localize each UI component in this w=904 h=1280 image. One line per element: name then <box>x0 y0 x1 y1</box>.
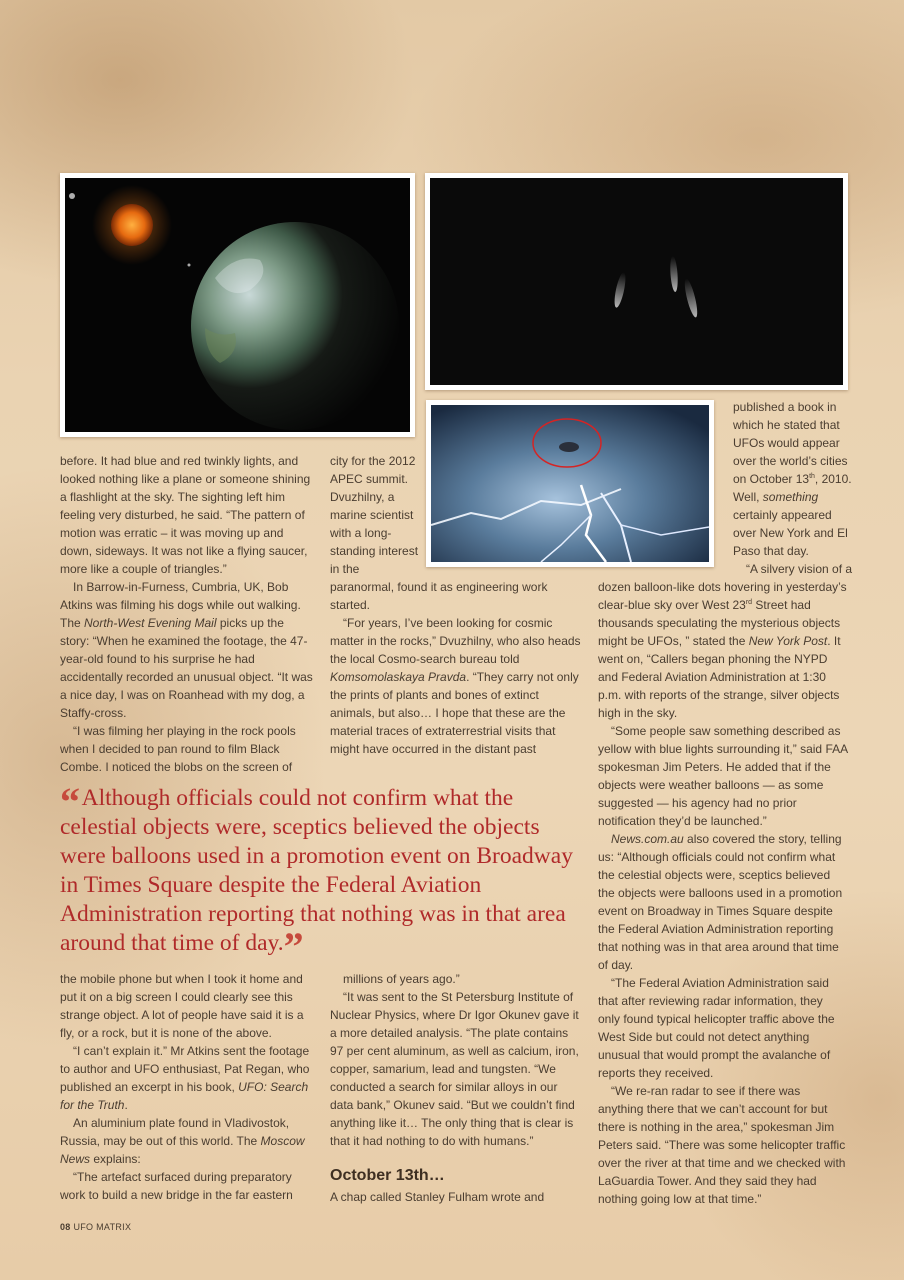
paragraph: “The Federal Aviation Administration said that after reviewing radar information, they only found typical helicopter traffic above the West Side but could not detect anything unusual that would prompt the avalanche of reports they received. <box>598 976 835 1080</box>
magazine-name: UFO MATRIX <box>73 1222 132 1232</box>
lightning-illustration <box>431 405 709 562</box>
pull-quote <box>60 779 590 969</box>
paragraph: “We re-ran radar to see if there was anything there that we can’t account for but there is nothing in the area,” spokesman Jim Peters said. “There was some helicopter traffic over the river at that time and we checked with LaGuardia Tower. And they said they had nothing going low at that time.” <box>598 1084 846 1206</box>
column-1-top <box>60 452 315 776</box>
paragraph: A chap called Stanley Fulham wrote and <box>330 1190 545 1204</box>
column-1-bottom <box>60 970 315 1204</box>
paragraph: millions of years ago.” <box>343 972 460 986</box>
paragraph: “Some people saw something described as yellow with blue lights surrounding it,” said FAA spokesman Jim Peters. He added that if the objects were weather balloons — as some suggested — his agency had no prior notification they’d be launched.” <box>598 724 848 828</box>
open-quote-mark: “ <box>60 779 77 824</box>
text-line: Well, something <box>733 490 819 504</box>
column-2-narrow <box>330 452 425 578</box>
page-footer <box>60 1222 131 1232</box>
planet-illustration <box>65 178 410 432</box>
close-quote-mark: ” <box>283 924 301 969</box>
text-line: certainly appeared <box>733 508 832 522</box>
lightning-photo <box>426 400 714 567</box>
column-3-narrow <box>733 398 853 578</box>
paragraph: “For years, I’ve been looking for cosmic matter in the rocks,” Dvuzhilny, who also heads the local Cosmo-search bureau told Komsomolaskaya Pravda. “They carry not only the prints of plants and bones of extinct animals, but also… I hope that these are the material traces of extraterrestrial visits that might have occurred in the distant past <box>330 616 581 756</box>
paragraph: News.com.au also covered the story, telling us: “Although officials could not confirm what the celestial objects were, sceptics believed the objects were balloons used in a promotion event on Broadway in Times Square despite the Federal Aviation Administration reporting that nothing was in that area around that time of day. <box>598 832 843 972</box>
paragraph: An aluminium plate found in Vladivostok, Russia, may be out of this world. The Moscow News explains: <box>60 1116 305 1166</box>
planet-photo <box>60 173 415 437</box>
page-number: 08 <box>60 1222 71 1232</box>
light-streaks-illustration <box>430 178 843 385</box>
paragraph: “It was sent to the St Petersburg Institute of Nuclear Physics, where Dr Igor Okunev gave it a more detailed analysis. “The plate contains 97 per cent aluminum, as well as calcium, iron, copper, samarium, lead and tungsten. “We conducted a search for similar alloys in our data bank,” Okunev said. “But we couldn’t find anything like it… The only thing that is clear is that it had nothing to do with humans.” <box>330 990 579 1148</box>
column-2-bottom <box>330 970 582 1150</box>
paragraph: In Barrow-in-Furness, Cumbria, UK, Bob Atkins was filming his dogs while out walking. The North-West Evening Mail picks up the story: “When he examined the footage, the 47-year-old found to his surprise he had accidentally recorded an unusual object. “It was a nice day, I was on Roanhead with my dog, a Staffy-cross. <box>60 580 313 720</box>
pull-quote-text: Although officials could not confirm what the celestial objects were, sceptics believed the objects were balloons used in a promotion event on Broadway in Times Square despite the Federal Aviation Administration reporting that nothing was in that area around that time of day. <box>60 785 573 956</box>
text-line: standing interest <box>330 544 419 558</box>
paragraph: the mobile phone but when I took it home and put it on a big screen I could clearly see this strange object. A lot of people have said it is a fly, or a rock, but it is none of the above. <box>60 972 304 1040</box>
column-2-last <box>330 1188 582 1206</box>
text-line: Dvuzhilny, a <box>330 490 395 504</box>
text-line: published a book in <box>733 400 837 414</box>
text-line: over the world’s cities <box>733 454 848 468</box>
night-sky-photo <box>425 173 848 390</box>
section-heading: October 13th… <box>330 1167 445 1184</box>
text-line: in the <box>330 562 360 576</box>
text-line: UFOs would appear <box>733 436 840 450</box>
text-line: over New York and El <box>733 526 848 540</box>
text-line: on October 13th, 2010. <box>733 472 852 486</box>
paragraph: dozen balloon-like dots hovering in yesterday’s clear-blue sky over West 23rd Street had thousands speculating the mysterious objects might be UFOs, ” stated the New York Post. It went on, “Callers began phoning the NYPD and Federal Aviation Administration at 1:30 p.m. with reports of the strange, silver objects high in the sky. <box>598 580 847 720</box>
column-3 <box>598 578 848 1208</box>
text-line: city for the 2012 <box>330 454 416 468</box>
text-line: with a long- <box>330 526 392 540</box>
paragraph: “I was filming her playing in the rock pools when I decided to pan round to film Black Combe. I noticed the blobs on the screen of <box>60 724 296 774</box>
text-line: Paso that day. <box>733 544 809 558</box>
paragraph: “I can’t explain it.” Mr Atkins sent the footage to author and UFO enthusiast, Pat Regan, who published an excerpt in his book, UFO: Search for the Truth. <box>60 1044 310 1112</box>
column-2-top <box>330 578 582 758</box>
text-line: which he stated that <box>733 418 840 432</box>
text-line: marine scientist <box>330 508 414 522</box>
paragraph: paranormal, found it as engineering work started. <box>330 580 548 612</box>
paragraph: “The artefact surfaced during preparatory work to build a new bridge in the far eastern <box>60 1170 293 1202</box>
text-line: “A silvery vision of a <box>746 562 853 576</box>
paragraph: before. It had blue and red twinkly lights, and looked nothing like a plane or someone shining a flashlight at the sky. The sighting left him feeling very disturbed, he said. “The pattern of motion was erratic – it was moving up and down, sideways. It was not like a flying saucer, more like a couple of triangles.” <box>60 454 311 576</box>
text-line: APEC summit. <box>330 472 409 486</box>
